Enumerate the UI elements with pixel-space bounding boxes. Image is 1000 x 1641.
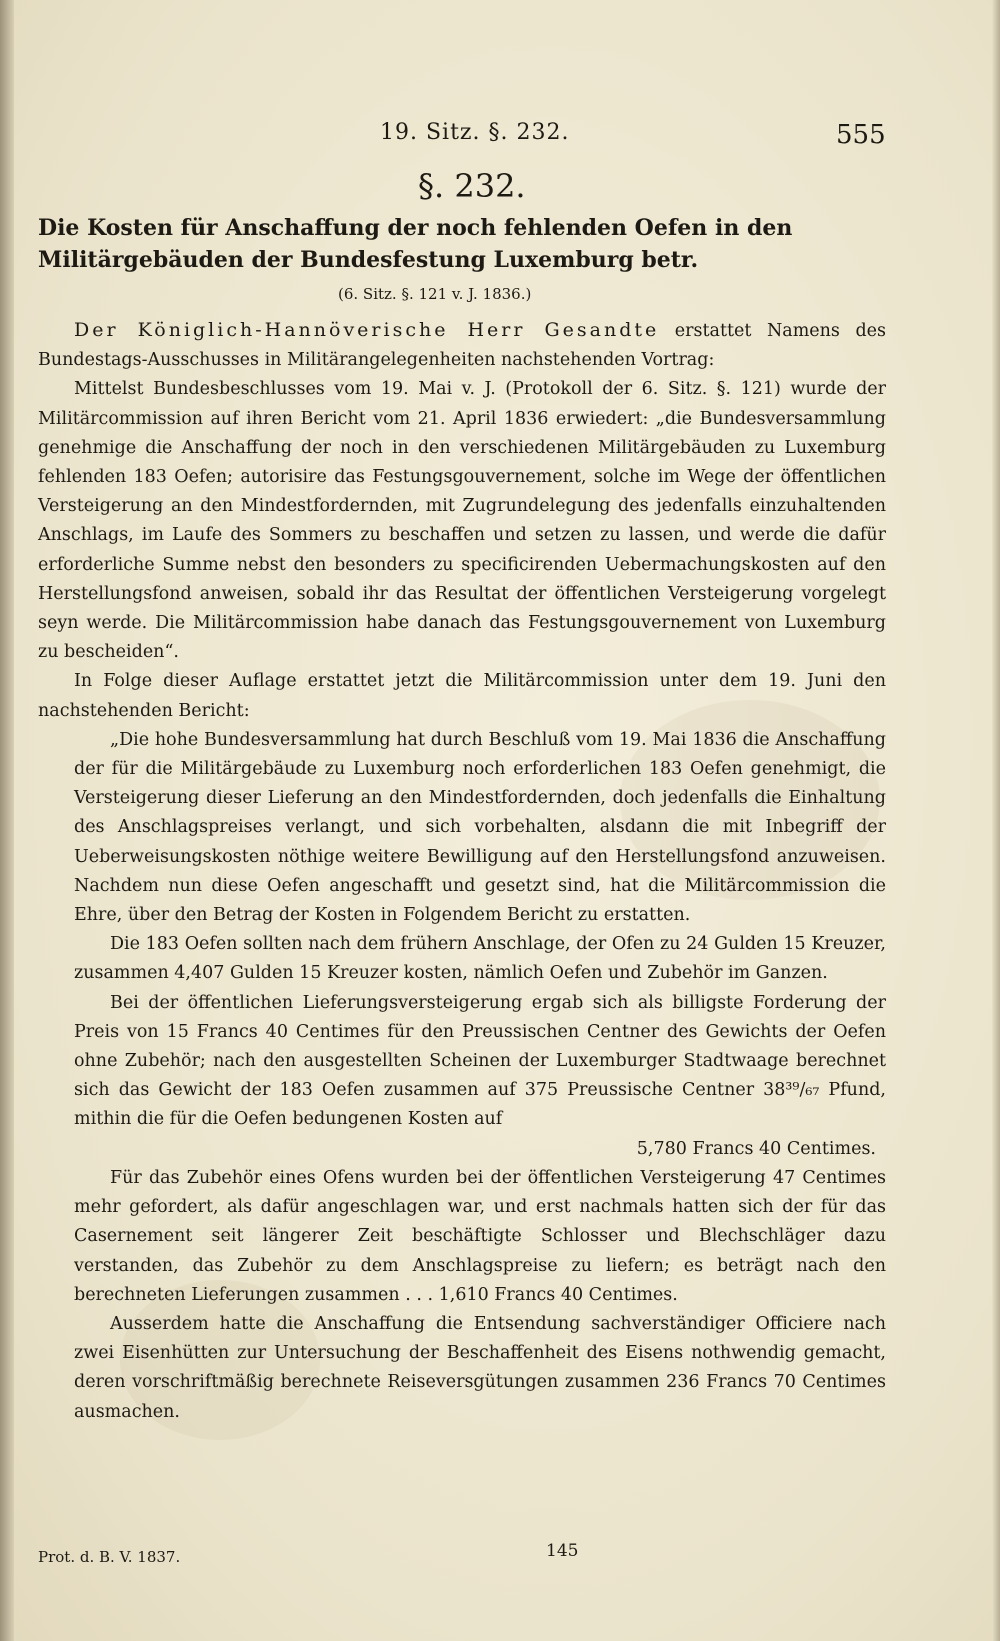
quoted-paragraph: „Die hohe Bundesversammlung hat durch Beschluß vom 19. Mai 1836 die Anschaffung der für die Militärgebäude zu Luxemburg noch erforderlichen 183 Oefen genehmigt, die Versteigerung dieser Lieferung an den Mindestfordernden, doch jedenfalls die Einhaltung des Anschlagspreises verlangt, und sich vorbehalten, alsdann die mit Inbegriff der Ueberweisungskosten nöthige weitere Bewilligung auf den Herstellungsfond anzuweisen. Nachdem nun diese Oefen angeschafft und gesetzt sind, hat die Militärcommission die Ehre, über den Betrag der Kosten in Folgendem Bericht zu erstatten. xyxy=(74,729,886,926)
paragraph: Mittelst Bundesbeschlusses vom 19. Mai v. J. (Protokoll der 6. Sitz. §. 121) wurde der Militärcommission auf ihren Bericht vom 21. April 1836 erwiedert: „die Bundesversammlung genehmige die Anschaffung der noch in den verschiedenen Militärgebäuden zu Luxemburg fehlenden 183 Oefen; autorisire das Festungsgouvernement, solche im Wege der öffentlichen Versteigerung an den Mindestfordernden, mit Zugrundelegung des jedenfalls einzuhaltenden Anschlags, im Laufe des Sommers zu beschaffen und setzen zu lassen, und werde die dafür erforderliche Summe nebst den besonders zu specificirenden Uebermachungskosten auf den Herstellungsfond anweisen, sobald ihr das Resultat der öffentlichen Versteigerung vorgelegt seyn werde. Die Militärcommission habe danach das Festungsgouvernement von Luxemburg zu bescheiden“. xyxy=(38,379,886,663)
intro-text: erstattet Namens des Bundestags-Ausschusses in Militärangelegenheiten nachstehenden Vortrag: xyxy=(38,321,886,371)
signature-mark: 145 xyxy=(546,1541,579,1561)
leader-dots: . . . xyxy=(405,1284,434,1305)
page-number: 555 xyxy=(836,120,886,150)
date-reference: (6. Sitz. §. 121 v. J. 1836.) xyxy=(338,285,532,303)
section-number: §. 232. xyxy=(418,167,526,205)
quoted-paragraph: Ausserdem hatte die Anschaffung die Entsendung sachverständiger Officiere nach zwei Eisenhütten zur Untersuchung der Beschaffenheit des Eisens nothwendig gemacht, deren vorschriftmäßig berechnete Reiseversgütungen zusammen 236 Francs 70 Centimes ausmachen. xyxy=(74,1313,886,1422)
running-head: 19. Sitz. §. 232. xyxy=(380,120,570,145)
quoted-paragraph: Für das Zubehör eines Ofens wurden bei der öffentlichen Versteigerung 47 Centimes mehr gefordert, als dafür angeschlagen war, und erst nachmals hatten sich der für das Casernement seit längerer Zeit beschäftigte Schlosser und Blechschläger dazu verstanden, das Zubehör zu dem Anschlagspreise zu liefern; es beträgt nach den berechneten Lieferungen zusammen . . . 1,610 Francs 40 Centimes. xyxy=(74,1167,886,1305)
body-text xyxy=(38,316,886,1427)
quoted-paragraph: Die 183 Oefen sollten nach dem frühern Anschlage, der Ofen zu 24 Gulden 15 Kreuzer, zusammen 4,407 Gulden 15 Kreuzer kosten, nämlich Oefen und Zubehör im Ganzen. xyxy=(74,934,886,984)
footer-note: Prot. d. B. V. 1837. xyxy=(38,1548,181,1566)
amount-value: 1,610 Francs 40 Centimes. xyxy=(438,1284,678,1305)
section-heading: Die Kosten für Anschaffung der noch fehlenden Oefen in den Militärgebäuden der Bundesfestung Luxemburg betr. xyxy=(38,215,793,273)
intro-paragraph xyxy=(38,316,886,375)
page-edge-shadow xyxy=(0,0,14,1641)
amount-line xyxy=(38,1135,886,1164)
page-edge-right xyxy=(992,0,1000,1641)
amount-value: 5,780 Francs 40 Centimes. xyxy=(636,1138,876,1159)
quoted-paragraph: Bei der öffentlichen Lieferungsversteigerung ergab sich als billigste Forderung der Preis von 15 Francs 40 Centimes für den Preussischen Centner des Gewichts der Oefen ohne Zubehör; nach den ausgestellten Scheinen der Luxemburger Stadtwaage berechnet sich das Gewicht der 183 Oefen zusammen auf 375 Preussische Centner 38³⁹/₆₇ Pfund, mithin die für die Oefen bedungenen Kosten auf xyxy=(74,992,886,1130)
speaker: Der Königlich-Hannöverische Herr Gesandte xyxy=(74,319,660,341)
paragraph: In Folge dieser Auflage erstattet jetzt die Militärcommission unter dem 19. Juni den nachstehenden Bericht: xyxy=(38,671,886,721)
